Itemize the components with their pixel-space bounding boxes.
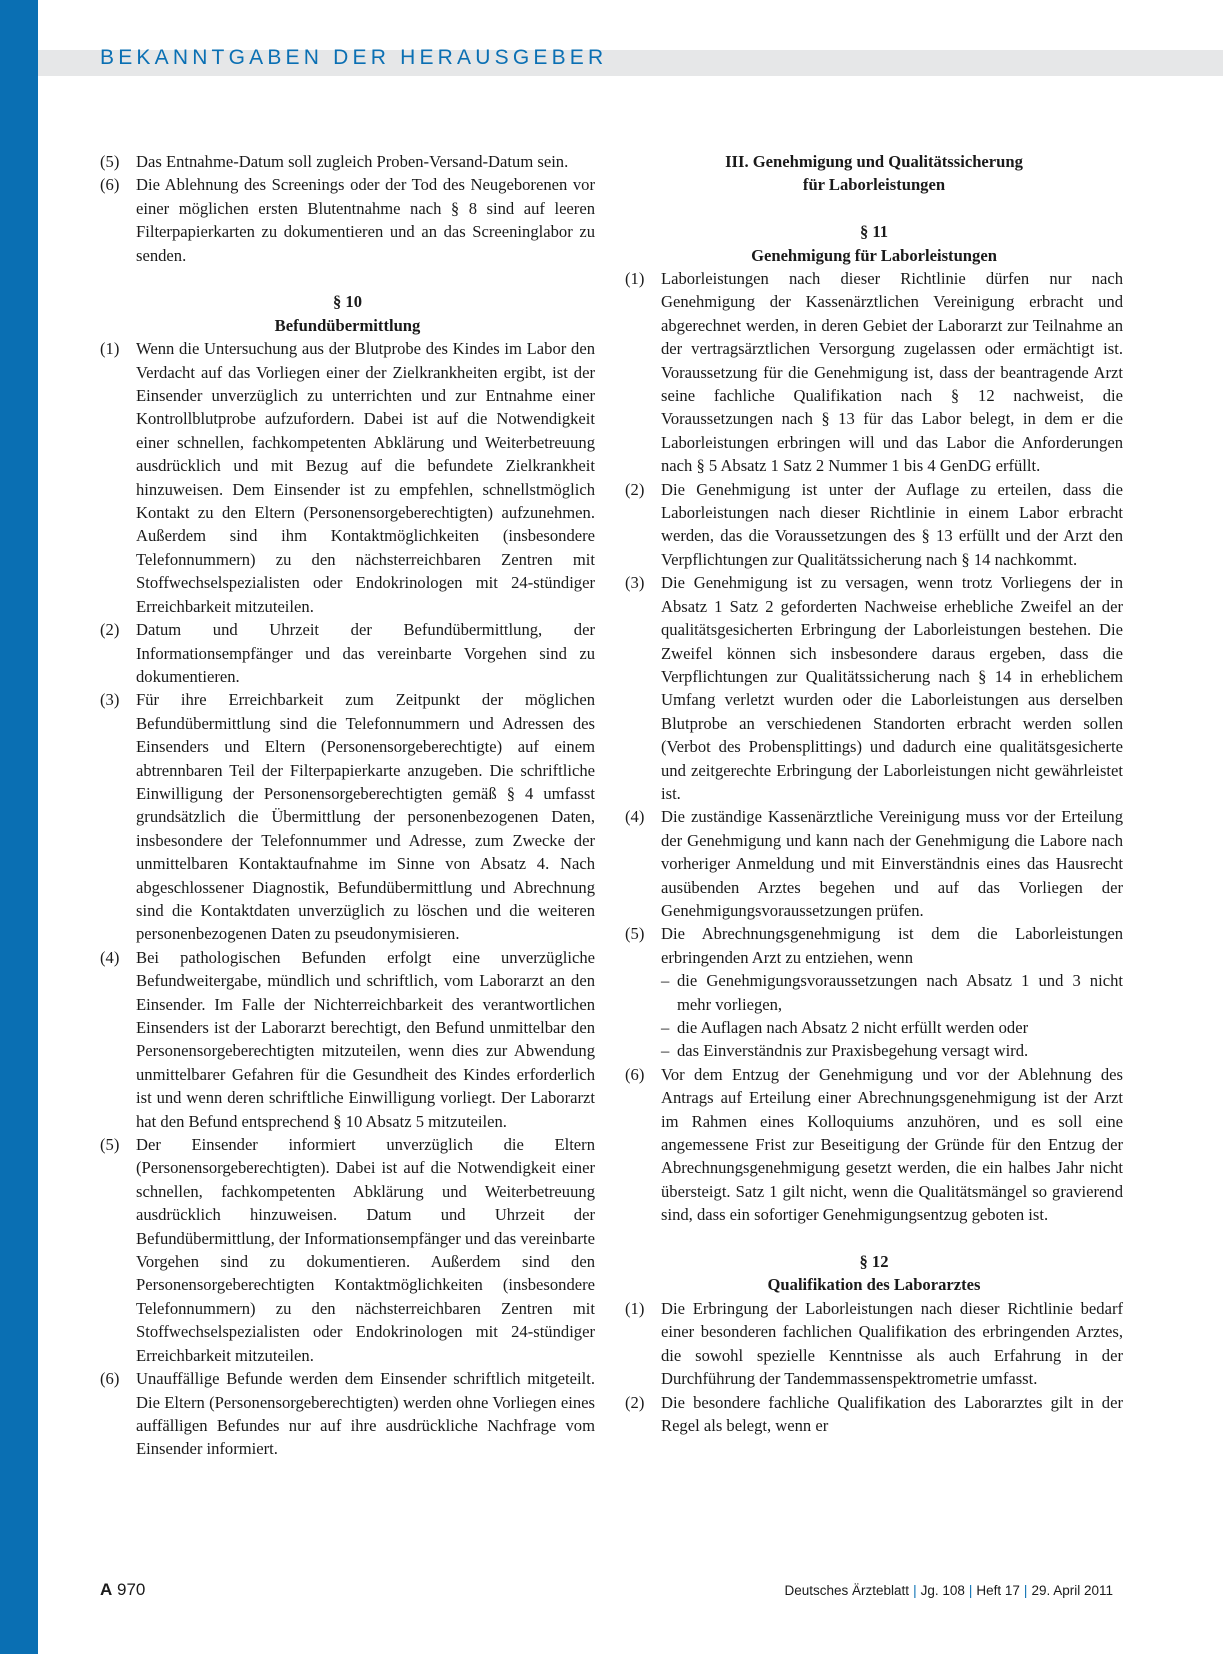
paragraph-item: [625, 1297, 1123, 1391]
paragraph-text: Die Genehmigung ist zu versagen, wenn trotz Vorliegens der in Absatz 1 Satz 2 geforderten Nachweise erhebliche Zweifel an der qualitätsgesicherten Erbringung der Laborleistungen bestehen. Die Zweifel können sich insbesondere daraus ergeben, dass die Verpflichtungen zur Qualitätssicherung nach § 14 in erheblichem Umfang verletzt wurden oder die Laborleistungen aus derselben Blutprobe an verschiedenen Standorten erbracht werden sollen (Verbot des Probensplittings) und dadurch eine qualitätsgesicherte und zeitgerechte Erbringung der Laborleistungen nicht gewährleistet ist.: [661, 573, 1123, 803]
paragraph-text: Wenn die Untersuchung aus der Blutprobe des Kindes im Labor den Verdacht auf das Vorliegen einer der Zielkrankheiten ergibt, ist der Einsender unverzüglich zu unterrichten und zur Entnahme einer Kontrollblutprobe aufzufordern. Dabei ist auf die Notwendigkeit einer schnellen, fachkompetenten Abklärung und Weiterbetreuung ausdrücklich und mit Bezug auf die befundete Zielkrankheit hinzuweisen. Dem Einsender ist zu empfehlen, schnellstmöglich Kontakt zu den Eltern (Personensorgeberechtigten) aufzunehmen. Außerdem sind ihm Kontaktmöglichkeiten (insbesondere Telefonnummern) zu den nächsterreichbaren Zentren mit Stoffwechselspezialisten oder Endokrinologen mit 24-stündiger Erreichbarkeit mitzuteilen.: [136, 339, 595, 616]
paragraph-text: Die zuständige Kassenärztliche Vereinigung muss vor der Erteilung der Genehmigung und kann nach der Genehmigung die Labore nach vorheriger Anmeldung und mit Einverständnis eines das Hausrecht ausübenden Arztes begehen und auf das Vorliegen der Genehmigungsvoraussetzungen prüfen.: [661, 807, 1123, 920]
paragraph-item: [100, 1367, 595, 1461]
right-column: [625, 150, 1123, 1437]
paragraph-text: Unauffällige Befunde werden dem Einsender schriftlich mitgeteilt. Die Eltern (Personensorgeberechtigten) werden ohne Vorliegen eines auffälligen Befundes nur auf ihre ausdrückliche Nachfrage vom Einsender informiert.: [136, 1369, 595, 1459]
paragraph-item: [625, 478, 1123, 572]
paragraph-item: [625, 805, 1123, 922]
paragraph-number: (6): [100, 1369, 120, 1389]
journal-volume: Jg. 108: [920, 1583, 965, 1598]
paragraph-text: Die Abrechnungsgenehmigung ist dem die Laborleistungen erbringenden Arzt zu entziehen, wenn: [661, 924, 1123, 967]
paragraph-text: Die Erbringung der Laborleistungen nach dieser Richtlinie bedarf einer besonderen fachlichen Qualifikation des erbringenden Arztes, die sowohl spezielle Kenntnisse als auch Erfahrung in der Durchführung der Tandemmassenspektrometrie umfasst.: [661, 1298, 1123, 1389]
paragraph-number: (2): [100, 620, 120, 640]
section-number: § 11: [859, 222, 889, 242]
paragraph-number: (6): [625, 1064, 645, 1084]
paragraph-item: [625, 571, 1123, 805]
paragraph-text: Vor dem Entzug der Genehmigung und vor der Ablehnung des Antrags auf Erteilung einer Abrechnungsgenehmigung ist der Arzt im Rahmen eines Kolloquiums anzuhören, und es soll eine angemessene Frist zur Beseitigung der Gründe für den Entzug der Abrechnungsgenehmigung gesetzt werden, die ein halbes Jahr nicht übersteigt. Satz 1 gilt nicht, wenn die Qualitätsmängel so gravierend sind, dass ein sofortiger Genehmigungsentzug geboten ist.: [661, 1064, 1123, 1225]
page-header-title: BEKANNTGABEN DER HERAUSGEBER: [100, 46, 608, 69]
paragraph-number: (2): [625, 1392, 645, 1412]
paragraph-number: (1): [625, 1298, 645, 1318]
journal-date: 29. April 2011: [1031, 1583, 1113, 1598]
journal-name: Deutsches Ärzteblatt: [784, 1583, 910, 1598]
paragraph-item: [100, 173, 595, 267]
paragraph-number: (5): [100, 1135, 120, 1155]
paragraph-text: Der Einsender informiert unverzüglich die Eltern (Personensorgeberechtigten). Dabei ist auf die Notwendigkeit einer schnellen, fachkompetenten Abklärung und Weiterbetreuung ausdrücklich hinzuweisen. Datum und Uhrzeit der Befundübermittlung, der Informationsempfänger und das vereinbarte Vorgehen sind zu dokumentieren. Außerdem sind den Personensorgeberechtigten Kontaktmöglichkeiten (insbesondere Telefonnummern) zu den nächsterreichbaren Zentren mit Stoffwechselspezialisten oder Endokrinologen mit 24-stündiger Erreichbarkeit mitzuteilen.: [136, 1135, 595, 1365]
paragraph-number: (4): [625, 807, 645, 827]
journal-issue: Heft 17: [976, 1583, 1020, 1598]
paragraph-item: [100, 946, 595, 1133]
paragraph-number: (5): [625, 924, 645, 944]
paragraph-number: (3): [625, 573, 645, 593]
paragraph-number: (1): [100, 339, 120, 359]
paragraph-item: [100, 1133, 595, 1367]
section-heading: Qualifikation des Laborarztes: [767, 1275, 981, 1295]
section-number: § 12: [859, 1252, 889, 1272]
paragraph-text: Das Entnahme-Datum soll zugleich Proben-Versand-Datum sein.: [136, 152, 569, 171]
chapter-heading-line2: für Laborleistungen: [802, 175, 946, 195]
page-number: [100, 1580, 145, 1600]
paragraph-item: [100, 150, 595, 173]
paragraph-item: [625, 1063, 1123, 1227]
dash-list-item: – das Einverständnis zur Praxisbegehung versagt wird.: [661, 1041, 1029, 1061]
paragraph-text: Für ihre Erreichbarkeit zum Zeitpunkt der möglichen Befundübermittlung sind die Telefonnummern und Adressen des Einsenders und Eltern (Personensorgeberechtigte) auf einem abtrennbaren Teil der Filterpapierkarte anzugeben. Die schriftliche Einwilligung der Personensorgeberechtigten gemäß § 4 umfasst grundsätzlich die Übermittlung der personenbezogenen Daten, insbesondere der Telefonnummer und Adresse, zum Zwecke der unmittelbaren Kontaktaufnahme im Sinne von Absatz 4. Nach abgeschlossener Diagnostik, Befundübermittlung und Abrechnung sind die Kontaktdaten unverzüglich zu löschen und die weiteren personenbezogenen Daten zu pseudonymisieren.: [136, 690, 595, 944]
paragraph-number: (3): [100, 690, 120, 710]
page-prefix: A: [100, 1580, 113, 1599]
paragraph-item: [100, 337, 595, 618]
section-heading: Genehmigung für Laborleistungen: [751, 245, 997, 265]
journal-citation: Deutsches Ärzteblatt | Jg. 108 | Heft 17 | 29. April 2011: [784, 1583, 1113, 1598]
paragraph-number: (4): [100, 947, 120, 967]
section-heading: Befundübermittlung: [274, 315, 421, 335]
paragraph-item: [100, 618, 595, 688]
section-number: § 10: [332, 292, 363, 312]
paragraph-number: (6): [100, 175, 120, 195]
chapter-heading: III. Genehmigung und Qualitätssicherung: [725, 152, 1023, 171]
paragraph-text: Bei pathologischen Befunden erfolgt eine unverzügliche Befundweitergabe, mündlich und schriftlich, vom Laborarzt an den Einsender. Im Falle der Nichterreichbarkeit des verantwortlichen Einsenders ist der Laborarzt berechtigt, den Befund unmittelbar den Personensorgeberechtigten mitzuteilen, wenn dies zur Abwendung unmittelbarer Gefahren für die Gesundheit des Kindes erforderlich ist und wenn deren schriftliche Einwilligung vorliegt. Der Laborarzt hat den Befund entsprechend § 10 Absatz 5 mitzuteilen.: [136, 947, 595, 1131]
paragraph-text: Datum und Uhrzeit der Befundübermittlung, der Informationsempfänger und das vereinbarte Vorgehen sind zu dokumentieren.: [136, 620, 595, 686]
paragraph-item: [100, 688, 595, 945]
page-number-value: 970: [117, 1580, 146, 1599]
left-column: [100, 150, 595, 1461]
paragraph-text: Laborleistungen nach dieser Richtlinie dürfen nur nach Genehmigung der Kassenärztlichen Vereinigung erbracht und abgerechnet werden, in deren Gebiet der Laborarzt zur Teilnahme an der vertragsärztlichen Versorgung zugelassen oder ermächtigt ist. Voraussetzung für die Genehmigung ist, dass der beantragende Arzt seine fachliche Qualifikation nach § 12 nachweist, die Voraussetzungen nach § 13 für das Labor belegt, in dem er die Laborleistungen erbringen will und das Labor die Anforderungen nach § 5 Absatz 1 Satz 2 Nummer 1 bis 4 GenDG erfüllt.: [661, 269, 1123, 476]
paragraph-item: [625, 1391, 1123, 1438]
paragraph-number: (2): [625, 479, 645, 499]
blue-side-bar: [0, 0, 38, 1654]
dash-list: [661, 969, 1123, 1063]
paragraph-item: [625, 922, 1123, 1062]
paragraph-number: (1): [625, 269, 645, 289]
paragraph-text: Die Ablehnung des Screenings oder der Tod des Neugeborenen vor einer möglichen ersten Blutentnahme nach § 8 sind auf leeren Filterpapierkarten zu dokumentieren und an das Screeninglabor zu senden.: [136, 175, 595, 265]
paragraph-text: Die besondere fachliche Qualifikation des Laborarztes gilt in der Regel als belegt, wenn er: [661, 1392, 1123, 1435]
dash-list-item: – die Genehmigungsvoraussetzungen nach Absatz 1 und 3 nicht mehr vorliegen,: [661, 971, 1123, 1014]
paragraph-text: Die Genehmigung ist unter der Auflage zu erteilen, dass die Laborleistungen nach dieser Richtlinie in einem Labor erbracht werden, das die Voraussetzungen des § 13 erfüllt und der Arzt den Verpflichtungen zur Qualitätssicherung nach § 14 nachkommt.: [661, 479, 1123, 569]
paragraph-item: [625, 267, 1123, 478]
dash-list-item: – die Auflagen nach Absatz 2 nicht erfüllt werden oder: [661, 1018, 1029, 1038]
paragraph-number: (5): [100, 152, 120, 171]
